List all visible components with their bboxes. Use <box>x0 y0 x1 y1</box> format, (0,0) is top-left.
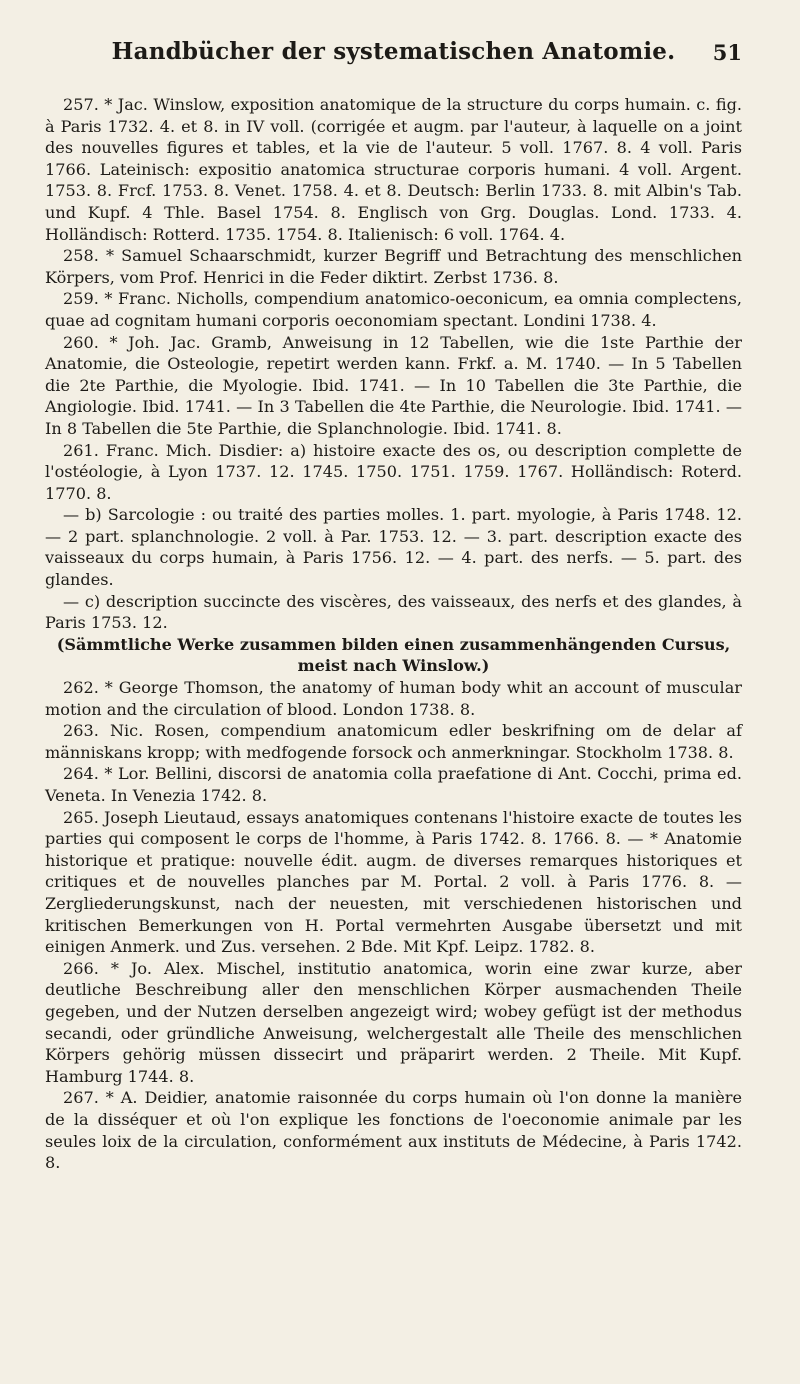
entry-261: 261. Franc. Mich. Disdier: a) histoire exacte des os, ou description complette de l'ostéologie, à Lyon 1737. 12. 1745. 1750. 1751. 1759. 1767. Holländisch: Roterd. 1770. 8. <box>45 440 742 503</box>
entry-261-note: (Sämmtliche Werke zusammen bilden einen zusammenhängenden Cursus, meist nach Winslow.) <box>56 634 731 676</box>
entry-257: 257. * Jac. Winslow, exposition anatomique de la structure du corps humain. c. fig. à Paris 1732. 4. et 8. in IV voll. (corrigée et augm. par l'auteur, à laquelle on a joint des nouvelles figures et tables, et la vie de l'auteur. 5 voll. 1767. 8. 4 voll. Paris 1766. Lateinisch: expositio anatomica structurae corporis humani. 4 voll. Argent. 1753. 8. Frcf. 1753. 8. Venet. 1758. 4. et 8. Deutsch: Berlin 1733. 8. mit Albin's Tab. und Kupf. 4 Thle. Basel 1754. 8. Englisch von Grg. Douglas. Lond. 1733. 4. Holländisch: Rotterd. 1735. 1754. 8. Italienisch: 6 voll. 1764. 4. <box>45 95 742 244</box>
entry-260: 260. * Joh. Jac. Gramb, Anweisung in 12 Tabellen, wie die 1ste Parthie der Anatomie, die Osteologie, repetirt werden kann. Frkf. a. M. 1740. — In 5 Tabellen die 2te Parthie, die Myologie. Ibid. 1741. — In 10 Tabellen die 3te Parthie, die Angiologie. Ibid. 1741. — In 3 Tabellen die 4te Parthie, die Neurologie. Ibid. 1741. — In 8 Tabellen die 5te Parthie, die Splanchnologie. Ibid. 1741. 8. <box>45 332 742 438</box>
entry-258: 258. * Samuel Schaarschmidt, kurzer Begriff und Betrachtung des menschlichen Körpers, vom Prof. Henrici in die Feder diktirt. Zerbst 1736. 8. <box>45 246 742 287</box>
entry-265: 265. Joseph Lieutaud, essays anatomiques contenans l'histoire exacte de toutes les parties qui composent le corps de l'homme, à Paris 1742. 8. 1766. 8. — * Anatomie historique et pratique: nouvelle édit. augm. de diverses remarques historiques et critiques et de nouvelles planches par M. Portal. 2 voll. à Paris 1776. 8. — Zergliederungskunst, nach der neuesten, mit verschiedenen historischen und kritischen Bemerkungen von H. Portal vermehrten Ausgabe übersetzt und mit einigen Anmerk. und Zus. versehen. 2 Bde. Mit Kpf. Leipz. 1782. 8. <box>45 807 742 957</box>
entry-263: 263. Nic. Rosen, compendium anatomicum edler beskrifning om de delar af människans kropp; with medfogende forsock och anmerkningar. Stockholm 1738. 8. <box>45 721 742 762</box>
entry-266: 266. * Jo. Alex. Mischel, institutio anatomica, worin eine zwar kurze, aber deutliche Beschreibung aller den menschlichen Körper ausmachenden Theile gegeben, und der Nutzen derselben angezeigt wird; wobey gefügt ist der methodus secandi, oder gründliche Anweisung, welchergestalt alle Theile des menschlichen Körpers gehörig müssen dissecirt und präparirt werden. 2 Theile. Mit Kupf. Hamburg 1744. 8. <box>45 958 742 1086</box>
entry-261-part-c: — c) description succincte des viscères, des vaisseaux, des nerfs et des glandes, à Paris 1753. 12. <box>45 591 742 633</box>
entry-261-part-b: — b) Sarcologie : ou traité des parties molles. 1. part. myologie, à Paris 1748. 12. — 2 part. splanchnologie. 2 voll. à Par. 1753. 12. — 3. part. description exacte des vaisseaux du corps humain, à Paris 1756. 12. — 4. part. des nerfs. — 5. part. des glandes. <box>45 505 742 590</box>
entry-267: 267. * A. Deidier, anatomie raisonnée du corps humain où l'on donne la manière de la disséquer et où l'on explique les fonctions de l'oeconomie animale par les seules loix de la circulation, conformément aux instituts de Médecine, à Paris 1742. 8. <box>45 1088 742 1173</box>
running-header <box>45 38 742 72</box>
page-number: 51 <box>712 40 742 65</box>
page-body <box>45 94 742 1174</box>
entry-262: 262. * George Thomson, the anatomy of human body whit an account of muscular motion and the circulation of blood. London 1738. 8. <box>45 678 742 719</box>
entry-264: 264. * Lor. Bellini, discorsi de anatomia colla praefatione di Ant. Cocchi, prima ed. Veneta. In Venezia 1742. 8. <box>45 764 742 805</box>
entry-259: 259. * Franc. Nicholls, compendium anatomico-oeconicum, ea omnia complectens, quae ad cognitam humani corporis oeconomiam spectant. Londini 1738. 4. <box>45 289 742 330</box>
header-title: Handbücher der systematischen Anatomie. <box>111 38 676 65</box>
